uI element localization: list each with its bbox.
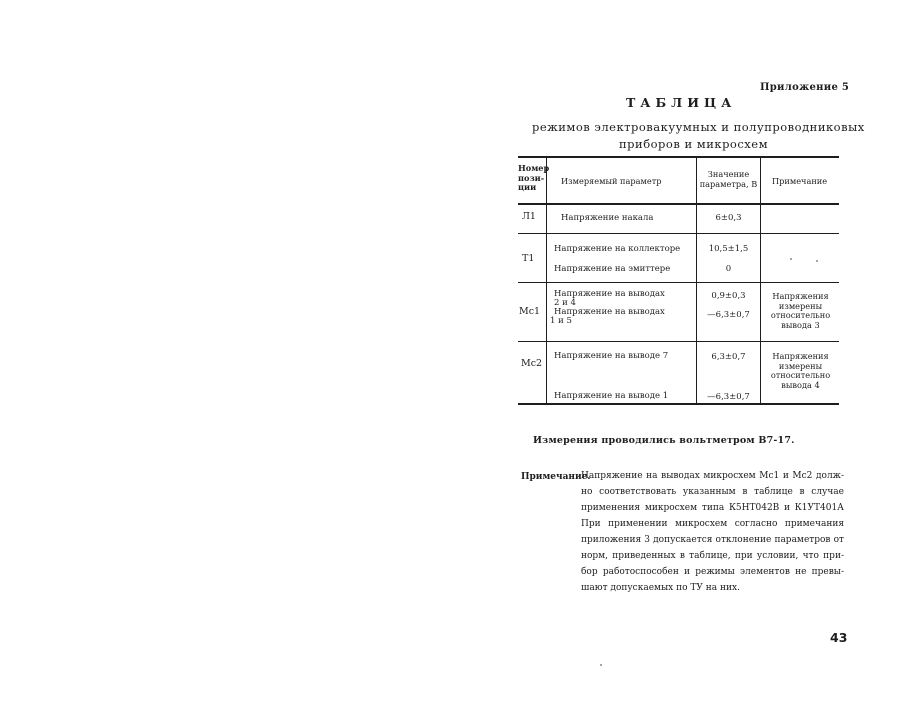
note-line: применения микросхем типа К5НТ042В и К1УТ401А: [581, 503, 844, 513]
note-line: шают допускаемых по ТУ на них.: [581, 583, 740, 593]
header-text: Значение: [707, 169, 750, 179]
table-column-rule: [760, 156, 761, 405]
row-value: 0: [725, 264, 732, 274]
parameter-line: 2 и 4: [554, 298, 576, 308]
header-text: ции: [518, 182, 537, 192]
row-value: —6,3±0,7: [707, 310, 750, 320]
header-text: Номер: [518, 163, 550, 173]
row-value: 10,5±1,5: [708, 244, 749, 254]
row-value: 6±0,3: [715, 213, 742, 223]
page-number: 43: [830, 630, 848, 645]
note-line: относительно: [770, 310, 831, 320]
note-line: норм, приведенных в таблице, при условии, что при-: [581, 551, 844, 561]
table-row-rule: [518, 341, 839, 342]
note-line: Напряжение на выводах микросхем Мс1 и Мс2 долж-: [581, 471, 844, 481]
note-label: Примечание.: [521, 472, 591, 482]
row-note: [762, 292, 839, 330]
subtitle-line-2: приборов и микросхем: [619, 137, 769, 151]
note-line: измерены: [778, 300, 823, 311]
note-line: бор работоспособен и режимы элементов не превы-: [581, 567, 844, 577]
scan-speck: [600, 664, 602, 666]
page-title: ТАБЛИЦА: [626, 95, 737, 110]
note-line: вывода 4: [781, 379, 820, 390]
header-text: параметра, В: [699, 178, 758, 189]
measurement-note: Измерения проводились вольтметром В7-17.: [533, 435, 795, 446]
row-position: Т1: [522, 253, 535, 264]
appendix-label: Приложение 5: [760, 82, 850, 93]
column-header-parameter: Измеряемый параметр: [561, 176, 662, 186]
parameter-line: Напряжение на выводах: [554, 307, 665, 317]
note-line: вывода 3: [781, 319, 820, 330]
note-line: но соответствовать указанным в таблице в случае: [581, 487, 844, 497]
row-value: —6,3±0,7: [707, 392, 750, 402]
column-header-position: [518, 164, 549, 193]
parameter-line: Напряжение на выводах: [554, 289, 665, 299]
header-text: пози-: [518, 172, 545, 183]
table-column-rule: [696, 156, 697, 405]
row-value: 6,3±0,7: [711, 352, 746, 362]
row-position: Л1: [522, 211, 536, 222]
note-line: При применении микросхем согласно примечания: [581, 519, 844, 529]
note-line: относительно: [770, 370, 831, 380]
table-header-rule: [518, 203, 839, 205]
table-top-rule: [518, 156, 839, 158]
parameter-line: 1 и 5: [550, 316, 572, 326]
note-line: Напряжения: [772, 351, 829, 361]
note-line: Напряжения: [772, 291, 829, 301]
row-parameter: Напряжение на коллекторе: [554, 244, 681, 254]
row-parameter: Напряжение на выводе 1: [554, 391, 669, 401]
row-parameter: [550, 289, 665, 326]
column-header-note: Примечание: [772, 176, 828, 186]
subtitle-line-1: режимов электровакуумных и полупроводниковых: [532, 120, 865, 134]
row-note: [762, 352, 839, 390]
column-header-value: [697, 170, 760, 189]
table-column-rule: [546, 156, 547, 405]
row-value: 0,9±0,3: [711, 291, 746, 301]
row-parameter: Напряжение на выводе 7: [554, 351, 669, 361]
row-position: Мс1: [519, 306, 541, 317]
table-row-rule: [518, 233, 839, 234]
table-bottom-rule: [518, 403, 839, 405]
table-row-rule: [518, 282, 839, 283]
row-position: Мс2: [521, 358, 543, 369]
row-parameter: Напряжение на эмиттере: [554, 264, 671, 274]
scan-speck: [790, 258, 792, 260]
note-line: приложения 3 допускается отклонение параметров от: [581, 535, 844, 545]
row-parameter: Напряжение накала: [561, 213, 654, 223]
note-line: измерены: [778, 360, 823, 371]
scan-speck: [816, 260, 818, 262]
